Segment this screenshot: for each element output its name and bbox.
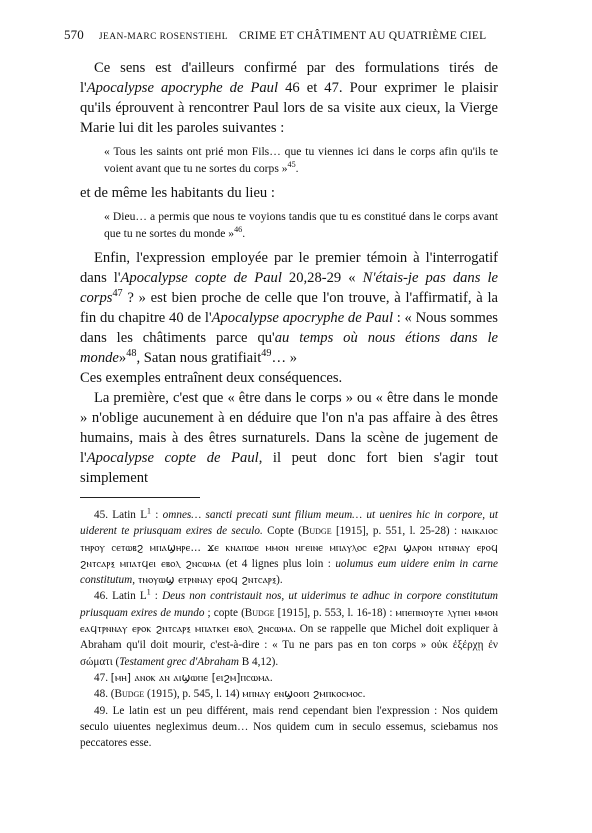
paragraph-5: La première, c'est que « être dans le corps » ou « être dans le monde » n'oblige aucunement à en déduire que l'on n'a pas affaire à des êtres humains, mais à des êtres surnaturels. Dans la scène de jugement de l'Apocalypse copte de Paul, il peut donc fort bien s'agir tout simplement: [80, 390, 498, 486]
running-header: [64, 27, 524, 43]
paragraph-3: Enfin, l'expression employée par le premier témoin à l'interrogatif dans l'Apocalypse copte de Paul 20,28-29 « N'étais-je pas dans le corps$^{47}$ ? » est bien proche de celle que l'on trouve, à l'affirmatif, à la fin du chapitre 40 de l'Apocalypse apocryphe de Paul : « Nous sommes dans les châtiments parce qu'au temps où nous étions dans le monde»$^{48}$, Satan nous gratifiait$^{49}$… »: [80, 250, 498, 366]
footnote-45: 45. Latin $L^1$ : omnes… sancti precati sunt filium meum… ut uenires hic in corpore, ut uiderent te priusquam exires de seculo. Copte (Budge [1915], p. 551, l. 25-28) : ⲛⲁⲓⲕⲁⲓⲟⲥ ⲧⲏⲣⲟⲩ ⲥⲉⲧⲱⲃϩ ⲙⲡⲁϣⲏⲣⲉ… ϫⲉ ⲕⲛⲁⲡⲱⲉ ⲙⲙⲟⲛ ⲛⲅⲉⲓⲛⲉ ⲙⲡⲁⲩⲗⲟⲥ ⲉϩⲣⲁⲓ ϣⲁⲣⲟⲛ ⲛⲧⲛⲛⲁⲩ ⲉⲣⲟϥ ϩⲛⲧⲥⲁⲣⲝ ⲙⲡⲁⲧϥⲉⲓ ⲉⲃⲟⲗ ϩⲛⲥⲱⲙⲁ (et 4 lignes plus loin : uolumus eum uidere enim in carne constitutum, ⲧⲛⲟⲩⲱϣ ⲉⲧⲣⲛⲛⲁⲩ ⲉⲣⲟϥ ϩⲛⲧⲥⲁⲣⲝ).: [80, 506, 499, 587]
footnote-46: 46. Latin $L^1$ : Deus non contristauit nos, ut uiderimus te adhuc in corpore constitutum priusquam exires de mundo ; copte (Budge [1915], p. 553, l. 16-18) : ⲙⲡⲉⲡⲛⲟⲩⲧⲉ ⲗⲩⲡⲉⲓ ⲙⲙⲟⲛ ⲉⲁϥⲧⲣⲛⲛⲁⲩ ⲉⲣⲟⲕ ϩⲛⲧⲥⲁⲣⲝ ⲙⲡⲁⲧⲕⲉⲓ ⲉⲃⲟⲗ ϩⲛⲥⲱⲙⲁ. On se rappelle que Michel doit expliquer à Abraham qu'il doit mourir, c'est-à-dire : « Tu ne pars pas en ton corps » οὐκ ἐξέρχῃ ἐν σώματι (Testament grec d'Abraham B 4,12).: [80, 587, 499, 668]
footnote-47: 47. [ⲙⲏ] ⲁⲛⲟⲕ ⲁⲛ ⲁⲓϣⲱⲡⲉ [ⲉⲓϩⲙ]ⲡⲥⲱⲙⲁ.: [94, 671, 273, 684]
paragraph-1: Ce sens est d'ailleurs confirmé par des formulations tirés de l'Apocalypse apocryphe de Paul 46 et 47. Pour exprimer le plaisir qu'ils éprouvent à rencontrer Paul lors de sa visite aux cieux, la Vierge Marie lui dit les paroles suivantes :: [80, 60, 498, 136]
footnotes: [80, 497, 498, 751]
quotation-2: « Dieu… a permis que nous te voyions tandis que tu es constitué dans le corps avant que tu ne sortes du monde »$^{46}$.: [104, 210, 498, 240]
header-title: CRIME ET CHÂTIMENT AU QUATRIÈME CIEL: [239, 30, 487, 42]
paragraph-4: Ces exemples entraînent deux conséquences.: [80, 370, 343, 386]
quotation-1: « Tous les saints ont prié mon Fils… que tu viennes ici dans le corps afin qu'ils te voient avant que tu ne sortes du corps »$^{45}$.: [104, 145, 498, 175]
paragraph-2: et de même les habitants du lieu :: [80, 185, 275, 201]
page-number: 570: [64, 27, 84, 42]
main-text: [80, 58, 498, 488]
footnote-49: 49. Le latin est un peu différent, mais rend cependant bien l'expression : Nos quidem seculo uiuentes negleximus deum… Nos quidem cum in seculo essemus, sciebamus nos peccatores esse.: [80, 704, 498, 750]
footnote-rule: [80, 497, 200, 498]
footnote-48: 48. (Budge (1915), p. 545, l. 14) ⲙⲡⲛⲁⲩ ⲉⲛϣⲟⲟⲡ ϩⲙⲡⲕⲟⲥⲙⲟⲥ.: [94, 688, 366, 701]
header-author: JEAN-MARC ROSENSTIEHL: [98, 32, 228, 42]
